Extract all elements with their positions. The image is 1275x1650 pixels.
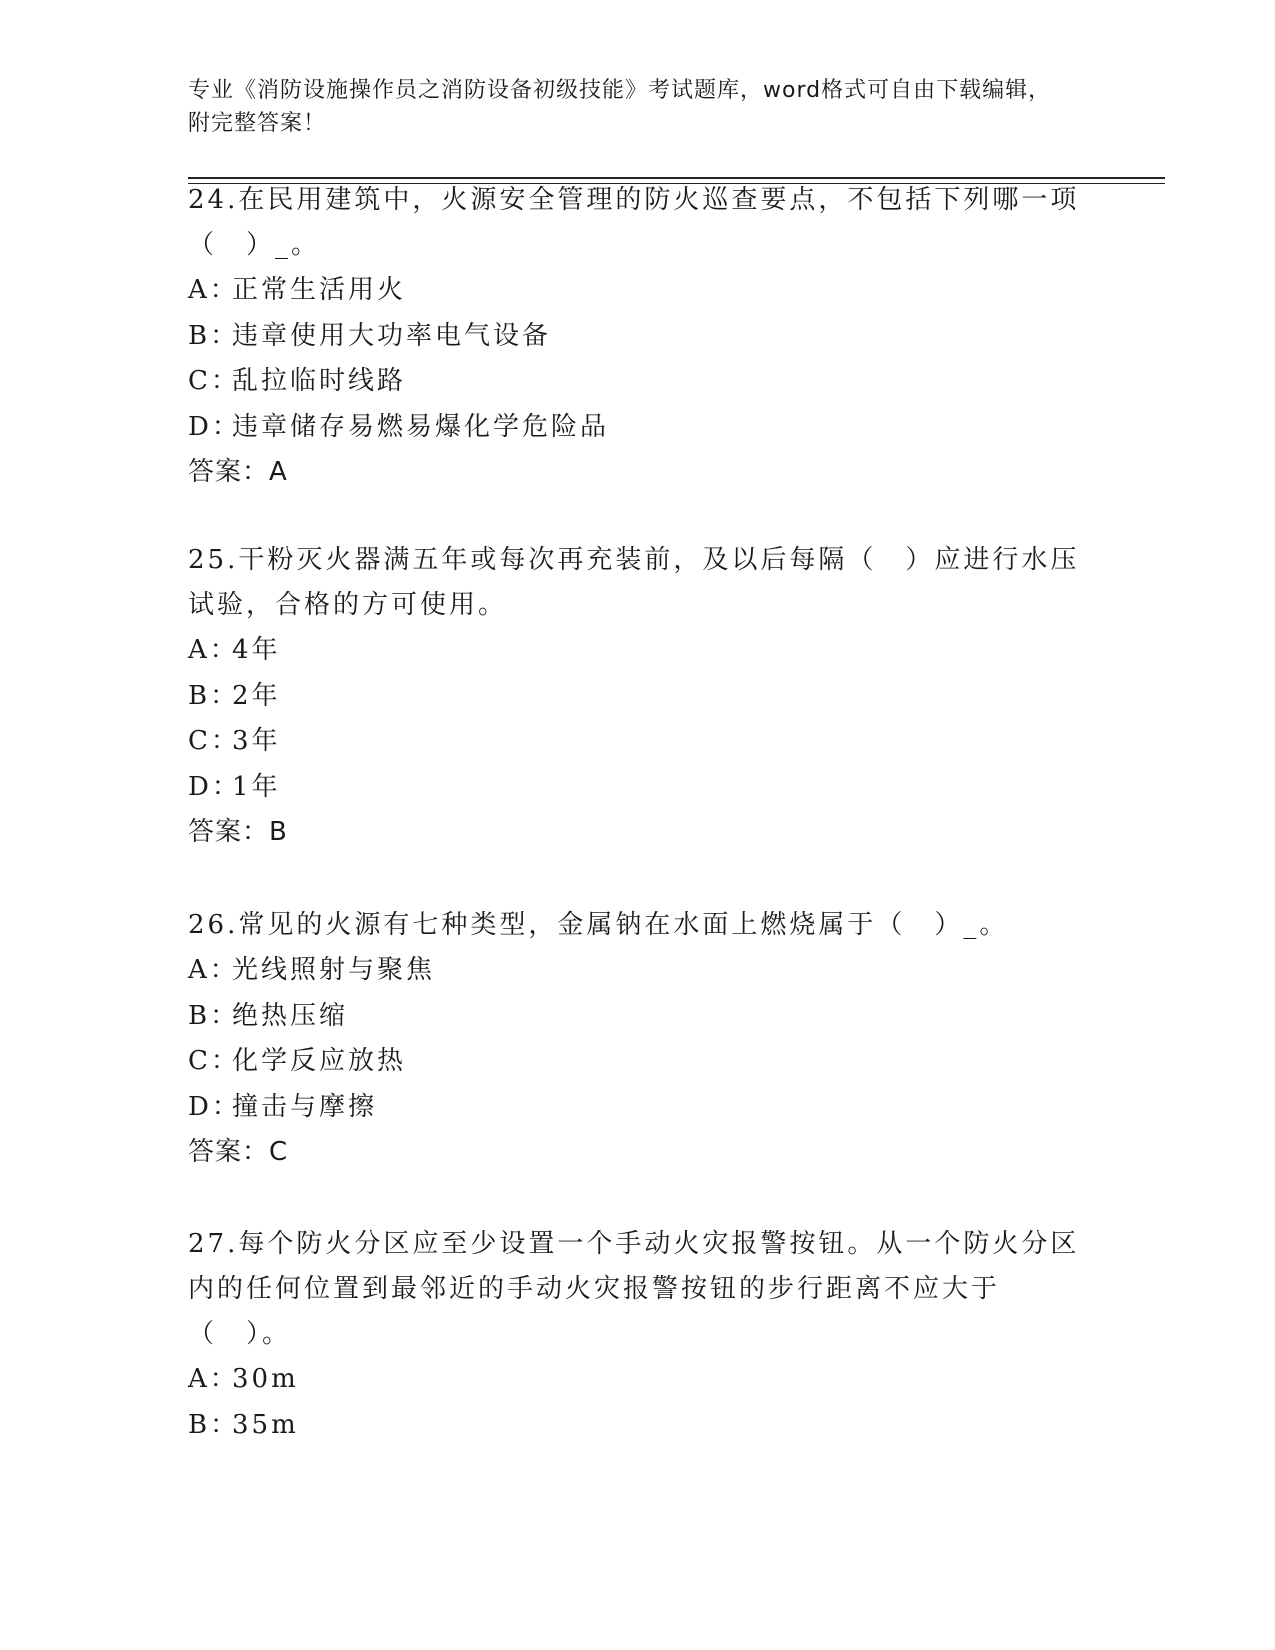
option-letter: C：: [188, 1046, 240, 1076]
option-text: 4年: [232, 635, 281, 665]
option-letter: C：: [188, 726, 240, 756]
option-a: [188, 1357, 1088, 1403]
option-letter: B：: [188, 680, 240, 711]
option-text: 3年: [232, 726, 281, 756]
question-26: [188, 903, 1088, 1175]
option-letter: B：: [188, 1409, 240, 1440]
option-letter: C：: [188, 366, 240, 396]
option-letter: D：: [188, 771, 241, 802]
option-b: [188, 674, 1088, 720]
option-b: [188, 994, 1088, 1040]
option-text: 违章储存易燃易爆化学危险品: [232, 411, 610, 442]
option-d: [188, 405, 1088, 451]
option-text: 正常生活用火: [232, 275, 407, 305]
option-letter: A：: [188, 955, 239, 985]
option-c: [188, 359, 1088, 405]
option-letter: B：: [188, 1000, 240, 1031]
option-b: [188, 314, 1088, 360]
question-24: [188, 178, 1088, 495]
question-stem: 27.每个防火分区应至少设置一个手动火灾报警按钮。从一个防火分区内的任何位置到最邻近的手动火灾报警按钮的步行距离不应大于（ ）。: [188, 1229, 1080, 1349]
option-text: 光线照射与聚焦: [232, 955, 436, 985]
option-text: 乱拉临时线路: [232, 366, 407, 396]
option-d: [188, 765, 1088, 811]
document-header: 专业《消防设施操作员之消防设备初级技能》考试题库，word格式可自由下载编辑，附完整答案！: [188, 78, 1052, 136]
option-letter: A：: [188, 275, 239, 305]
option-a: [188, 948, 1088, 994]
option-text: 35m: [232, 1409, 299, 1440]
question-25: [188, 538, 1088, 855]
option-text: 30m: [232, 1364, 299, 1394]
question-27: [188, 1222, 1088, 1448]
option-letter: A：: [188, 635, 239, 665]
option-a: [188, 268, 1088, 314]
option-letter: B：: [188, 320, 240, 351]
option-text: 违章使用大功率电气设备: [232, 320, 552, 351]
answer: 答案：B: [188, 817, 288, 847]
option-text: 化学反应放热: [232, 1046, 407, 1076]
option-b: [188, 1403, 1088, 1449]
option-letter: A：: [188, 1364, 239, 1394]
option-text: 1年: [232, 771, 281, 802]
option-letter: D：: [188, 411, 241, 442]
option-c: [188, 719, 1088, 765]
option-d: [188, 1085, 1088, 1131]
question-stem: 26.常见的火源有七种类型，金属钠在水面上燃烧属于（ ）_。: [188, 910, 1009, 940]
option-c: [188, 1039, 1088, 1085]
answer: 答案：A: [188, 457, 288, 487]
answer: 答案：C: [188, 1137, 289, 1167]
option-a: [188, 628, 1088, 674]
option-text: 撞击与摩擦: [232, 1091, 378, 1122]
question-stem: 24.在民用建筑中，火源安全管理的防火巡查要点，不包括下列哪一项（ ）_。: [188, 185, 1080, 260]
question-stem: 25.干粉灭火器满五年或每次再充装前，及以后每隔（ ）应进行水压试验，合格的方可使用。: [188, 545, 1080, 620]
option-text: 绝热压缩: [232, 1000, 349, 1031]
option-letter: D：: [188, 1091, 241, 1122]
option-text: 2年: [232, 680, 281, 711]
